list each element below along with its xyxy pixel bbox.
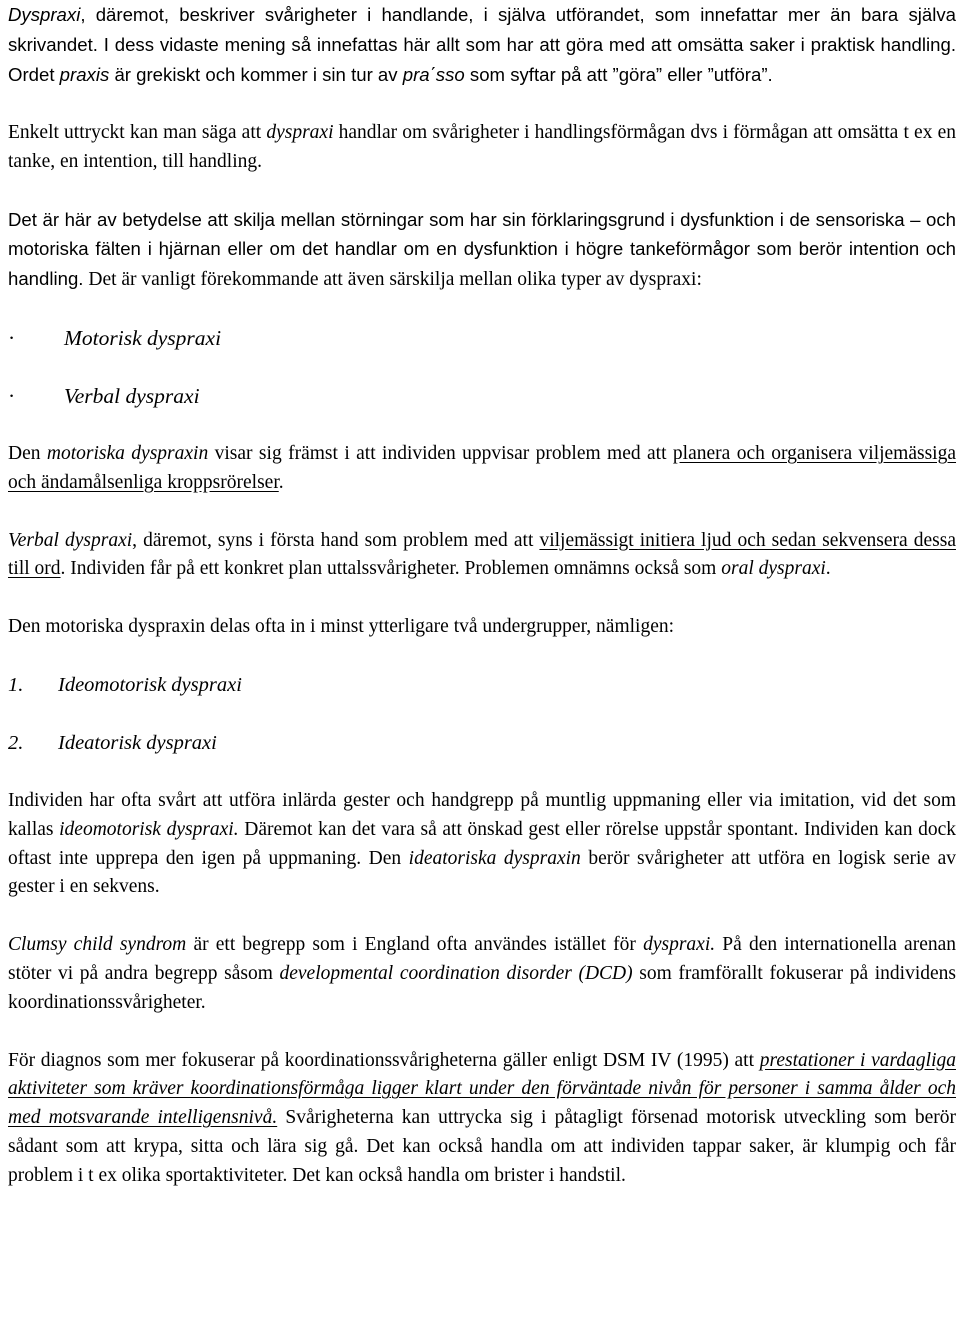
paragraph-motor-dyspraxia [8, 440, 956, 498]
paragraph-text: handlar om svårigheter i handlingsförmågan dvs i förmågan att omsätta t ex en tanke, en intention, till handling. [8, 122, 956, 172]
paragraph-diagnosis [8, 1047, 956, 1191]
term-dyspraxi: Dyspraxi [8, 4, 81, 25]
list-item-label: Verbal dyspraxi [64, 383, 200, 408]
term-dyspraxi: dyspraxi [266, 122, 334, 143]
term-ideomotorisk-dyspraxi: ideomotorisk dyspraxi. [59, 818, 239, 840]
list-item-label: Motorisk dyspraxi [64, 325, 222, 350]
term-motoriska-dyspraxin: motoriska dyspraxin [46, 442, 209, 464]
paragraph-clumsy-child [8, 931, 956, 1017]
item-number: 2. [8, 731, 24, 754]
paragraph-text: Enkelt uttryckt kan man säga att [8, 122, 267, 143]
paragraph-text: . Individen får på ett konkret plan uttalssvårigheter. Problemen omnämns också som [60, 558, 722, 580]
paragraph-text: På den internationella arenan stöter vi på andra begrepp såsom [8, 934, 957, 984]
paragraph-verbal-dyspraxia [8, 527, 956, 585]
item-number: 1. [8, 673, 24, 696]
term-ideatoriska-dyspraxin: ideatoriska dyspraxin [408, 847, 581, 869]
paragraph-text: är grekiskt och kommer i sin tur av [109, 64, 403, 85]
paragraph-text: visar sig främst i att individen uppvisar problem med att [208, 442, 673, 464]
paragraph-text: som framförallt fokuserar på individens koordinationssvårigheter. [8, 962, 956, 1013]
term-dyspraxi: dyspraxi. [643, 934, 716, 956]
numbered-item-label: Ideatorisk dyspraxi [58, 731, 217, 754]
underlined-text: viljemässigt initiera ljud och sedan sekvensera dessa till ord [8, 529, 956, 580]
paragraph-text: För diagnos som mer fokuserar på koordinationssvårigheterna gäller enligt DSM IV (1995) att [8, 1049, 760, 1071]
term-verbal-dyspraxi: Verbal dyspraxi [8, 529, 133, 551]
paragraph-simple-definition [8, 119, 956, 177]
term-dcd: developmental coordination disorder (DCD) [279, 962, 633, 984]
underlined-text: planera och organisera viljemässiga och ändamålsenliga kroppsrörelser [8, 442, 957, 493]
term-praxis: praxis [59, 64, 110, 85]
paragraph-text: berör svårigheter att utföra en logisk serie av gester i en sekvens. [8, 847, 956, 898]
term-prasso: pra΄sso [402, 64, 465, 85]
term-oral-dyspraxi: oral dyspraxi [721, 558, 826, 580]
bullet-symbol: · [8, 325, 16, 350]
underlined-italic-text: prestationer i vardagliga aktiviteter som kräver koordinationsförmåga ligger klart under den förväntade nivån för personer i samma ålder och med motsvarande intelligensnivå. [8, 1049, 956, 1129]
paragraph-ideomotor [8, 787, 956, 902]
paragraph-dyspraxi-definition [8, 0, 956, 90]
paragraph-text: . [278, 471, 284, 493]
paragraph-text: Den motoriska dyspraxin delas ofta in i minst ytterligare två undergrupper, nämligen: [8, 616, 675, 638]
numbered-item-label: Ideomotorisk dyspraxi [58, 673, 242, 696]
numbered-item [8, 729, 956, 758]
paragraph-text: Det är vanligt förekommande att även särskilja mellan olika typer av dyspraxi: [83, 269, 702, 291]
paragraph-text: , däremot, syns i första hand som problem med att [132, 529, 540, 551]
paragraph-text: är ett begrepp som i England ofta användes istället för [186, 934, 644, 956]
paragraph-text: . [825, 558, 831, 580]
document-page [8, 0, 956, 1191]
list-item [8, 382, 956, 411]
bullet-symbol: · [8, 383, 16, 408]
paragraph-subgroups-intro [8, 613, 956, 642]
list-item [8, 324, 956, 353]
paragraph-distinction [8, 206, 956, 295]
numbered-item [8, 671, 956, 700]
paragraph-text: som syftar på att ”göra” eller ”utföra”. [464, 64, 773, 85]
paragraph-text: , däremot, beskriver svårigheter i handlande, i själva utförandet, som innefattar mer än bara själva skrivandet. I dess vidaste mening så innefattas här allt som har att göra med att omsätta saker i praktisk handling. Ordet [8, 4, 956, 85]
paragraph-text: Individen har ofta svårt att utföra inlärda gester och handgrepp på muntlig uppmaning eller via imitation, vid det som kallas [8, 789, 956, 840]
paragraph-text: Svårigheterna kan uttrycka sig i påtagligt försenad motorisk utveckling som berör sådant som att krypa, sitta och lära sig gå. Det kan också handla om att individen tappar saker, är klumpig och får problem i t ex olika sportaktiviteter. Det kan också handla om brister i handstil. [8, 1107, 956, 1186]
paragraph-text: Den [8, 442, 47, 464]
paragraph-text: Det är här av betydelse att skilja mellan störningar som har sin förklaringsgrund i dysfunktion i de sensoriska – och motoriska fälten i hjärnan eller om det handlar om en dysfunktion i högre tankeförmågor som berör intention och handling. [8, 208, 956, 290]
term-clumsy-child-syndrom: Clumsy child syndrom [8, 934, 187, 956]
paragraph-text: Däremot kan det vara så att önskad gest eller rörelse uppstår spontant. Individen kan dock oftast inte upprepa den igen på uppmaning. Den [8, 818, 957, 869]
